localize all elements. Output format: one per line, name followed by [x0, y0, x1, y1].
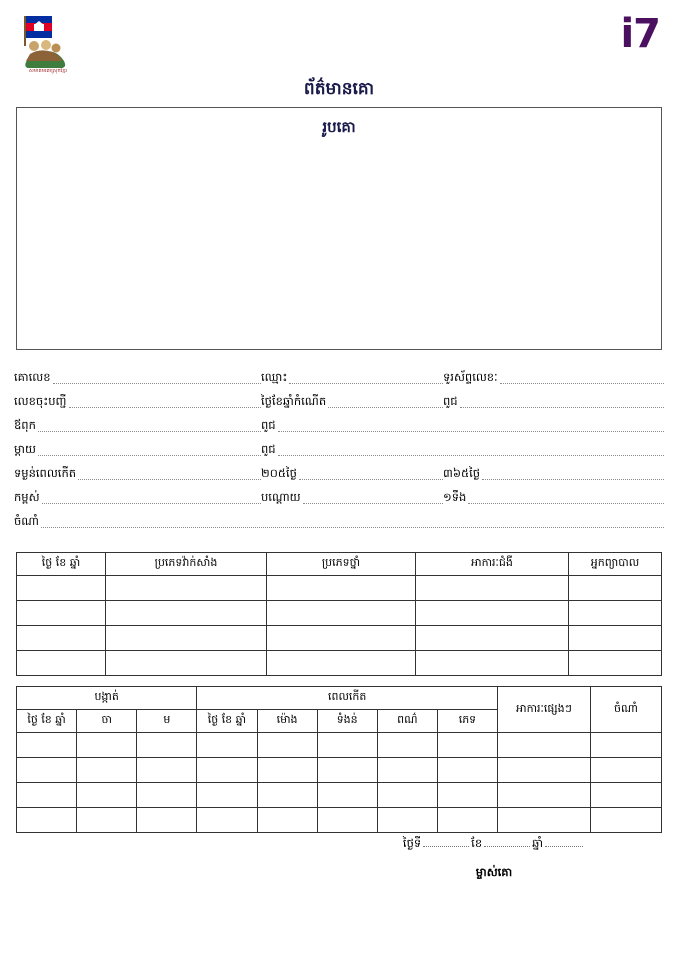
- th-remark: ចំណាំ: [591, 687, 662, 733]
- field-input-line[interactable]: [42, 492, 261, 504]
- cell[interactable]: [416, 651, 569, 676]
- date-month-input[interactable]: [484, 836, 530, 847]
- field-row: [14, 456, 664, 480]
- th-vaccine-type: ប្រភេទវ៉ាក់សាំង: [106, 553, 267, 576]
- table-row[interactable]: [17, 601, 662, 626]
- cell[interactable]: [317, 758, 377, 783]
- cell[interactable]: [197, 733, 257, 758]
- cell[interactable]: [377, 758, 437, 783]
- field-row: [14, 360, 664, 384]
- cell[interactable]: [267, 651, 416, 676]
- field-father[interactable]: ឪពុក: [14, 418, 261, 432]
- date-month-label: ខែ: [471, 836, 483, 850]
- field-input-line[interactable]: [299, 468, 443, 480]
- field-input-line[interactable]: [468, 492, 664, 504]
- field-input-line[interactable]: [38, 444, 261, 456]
- table-row[interactable]: [17, 626, 662, 651]
- field-weight-365-days[interactable]: ៣៦៥ថ្ងៃ: [443, 466, 664, 480]
- cell[interactable]: [498, 808, 591, 833]
- field-input-line[interactable]: [303, 492, 443, 504]
- table-row[interactable]: [17, 783, 662, 808]
- cell[interactable]: [591, 783, 662, 808]
- field-input-line[interactable]: [41, 516, 664, 528]
- field-input-line[interactable]: [69, 396, 261, 408]
- svg-text:សមាគមគោស្រុកខ្មែរ: សមាគមគោស្រុកខ្មែរ: [29, 68, 67, 74]
- field-mother-breed[interactable]: ពូជ: [261, 442, 664, 456]
- cell[interactable]: [137, 733, 197, 758]
- vaccination-table: [16, 552, 662, 676]
- cell[interactable]: [569, 601, 662, 626]
- cell[interactable]: [197, 808, 257, 833]
- table-row[interactable]: [17, 758, 662, 783]
- field-father-breed[interactable]: ពូជ: [261, 418, 664, 432]
- field-name[interactable]: ឈ្មោះ: [261, 370, 443, 384]
- cell[interactable]: [257, 808, 317, 833]
- th-breed-me: ម: [137, 710, 197, 733]
- field-cow-number[interactable]: គោលេខ: [14, 370, 261, 384]
- cell[interactable]: [17, 783, 77, 808]
- field-row: [14, 504, 664, 528]
- cell[interactable]: [416, 576, 569, 601]
- cell[interactable]: [569, 651, 662, 676]
- cell[interactable]: [416, 601, 569, 626]
- date-day-label: ថ្ងៃទី: [402, 836, 422, 850]
- owner-signature-label: ម្ចាស់គោ: [475, 865, 513, 879]
- page-title: ព័ត៌មានគោ: [303, 79, 375, 99]
- table-row[interactable]: [17, 576, 662, 601]
- table-row[interactable]: [17, 651, 662, 676]
- cell[interactable]: [77, 733, 137, 758]
- cell[interactable]: [437, 783, 497, 808]
- field-input-line[interactable]: [482, 468, 664, 480]
- cell[interactable]: [17, 601, 106, 626]
- corner-code: i7: [620, 11, 660, 57]
- th-medicine-type: ប្រភេទថ្នាំ: [267, 553, 416, 576]
- field-input-line[interactable]: [38, 420, 261, 432]
- date-day-input[interactable]: [423, 836, 469, 847]
- field-list: [14, 360, 664, 528]
- table-header-row: [17, 553, 662, 576]
- cell[interactable]: [17, 576, 106, 601]
- th-group-birth: ពេលកើត: [197, 687, 498, 710]
- date-year-label: ឆ្នាំ: [532, 836, 544, 850]
- cell[interactable]: [591, 808, 662, 833]
- cell[interactable]: [77, 783, 137, 808]
- photo-box-label: រូបគោ: [322, 118, 356, 136]
- signature-date-line[interactable]: [0, 836, 678, 853]
- field-row: [14, 408, 664, 432]
- cell[interactable]: [257, 783, 317, 808]
- field-input-line[interactable]: [328, 396, 443, 408]
- field-girth[interactable]: ១ទឹង: [443, 490, 664, 504]
- th-other-conditions: អាការៈផ្សេងៗ: [498, 687, 591, 733]
- field-input-line[interactable]: [278, 444, 664, 456]
- field-row: [14, 432, 664, 456]
- cell[interactable]: [197, 783, 257, 808]
- field-birth-weight[interactable]: ទម្ងន់ពេលកើត: [14, 466, 261, 480]
- field-height[interactable]: កម្ពស់: [14, 490, 261, 504]
- cell[interactable]: [437, 758, 497, 783]
- table-group-header-row: [17, 687, 662, 710]
- th-treated-by: អ្នកព្យាបាល: [569, 553, 662, 576]
- field-input-line[interactable]: [78, 468, 261, 480]
- footer: [0, 836, 678, 882]
- th-birth-sex: ភេទ: [437, 710, 497, 733]
- cell[interactable]: [257, 733, 317, 758]
- th-symptoms: អាការៈជំងឺ: [416, 553, 569, 576]
- th-birth-weight: ទំងន់: [317, 710, 377, 733]
- cell[interactable]: [377, 733, 437, 758]
- cell[interactable]: [106, 651, 267, 676]
- cell[interactable]: [317, 733, 377, 758]
- cell[interactable]: [377, 783, 437, 808]
- field-weight-205-days[interactable]: ២០៥ថ្ងៃ: [261, 466, 443, 480]
- cell[interactable]: [106, 626, 267, 651]
- th-birth-date: ថ្ងៃ ខែ ឆ្នាំ: [197, 710, 257, 733]
- field-breed[interactable]: ពូជ: [443, 394, 664, 408]
- cell[interactable]: [17, 758, 77, 783]
- field-registration-number[interactable]: លេខចុះបញ្ជី: [14, 394, 261, 408]
- cell[interactable]: [591, 758, 662, 783]
- date-year-input[interactable]: [545, 836, 583, 847]
- field-mother[interactable]: ម្តាយ: [14, 442, 261, 456]
- cell[interactable]: [17, 808, 77, 833]
- th-breed-date: ថ្ងៃ ខែ ឆ្នាំ: [17, 710, 77, 733]
- field-input-line[interactable]: [289, 372, 443, 384]
- th-breed-cha: ចា: [77, 710, 137, 733]
- field-input-line[interactable]: [500, 372, 664, 384]
- field-input-line[interactable]: [53, 372, 262, 384]
- th-birth-color: ពណ៌: [377, 710, 437, 733]
- cell[interactable]: [569, 576, 662, 601]
- cell[interactable]: [416, 626, 569, 651]
- cell[interactable]: [77, 808, 137, 833]
- cell[interactable]: [437, 808, 497, 833]
- photo-box[interactable]: [16, 107, 662, 350]
- cell[interactable]: [267, 601, 416, 626]
- cell[interactable]: [498, 758, 591, 783]
- cell[interactable]: [17, 651, 106, 676]
- field-row: [14, 384, 664, 408]
- breeding-table: [16, 686, 662, 833]
- th-date: ថ្ងៃ ខែ ឆ្នាំ: [17, 553, 106, 576]
- field-length[interactable]: បណ្ដោយ: [261, 490, 443, 504]
- cell[interactable]: [591, 733, 662, 758]
- cambodia-emblem-logo: [10, 14, 86, 76]
- cell[interactable]: [77, 758, 137, 783]
- cell[interactable]: [106, 601, 267, 626]
- cell[interactable]: [137, 783, 197, 808]
- th-birth-hour: ម៉ោង: [257, 710, 317, 733]
- cell[interactable]: [267, 576, 416, 601]
- cell[interactable]: [137, 758, 197, 783]
- field-input-line[interactable]: [460, 396, 664, 408]
- cell[interactable]: [267, 626, 416, 651]
- cell[interactable]: [317, 808, 377, 833]
- th-group-breeding: បង្កាត់: [17, 687, 197, 710]
- field-birth-date[interactable]: ថ្ងៃខែឆ្នាំកំណើត: [261, 394, 443, 408]
- cell[interactable]: [437, 733, 497, 758]
- cell[interactable]: [569, 626, 662, 651]
- cell[interactable]: [317, 783, 377, 808]
- table-row[interactable]: [17, 808, 662, 833]
- field-input-line[interactable]: [278, 420, 664, 432]
- cell[interactable]: [257, 758, 317, 783]
- table-row[interactable]: [17, 733, 662, 758]
- field-remark[interactable]: ចំណាំ: [14, 514, 664, 528]
- cell[interactable]: [106, 576, 267, 601]
- cell[interactable]: [498, 733, 591, 758]
- cell[interactable]: [137, 808, 197, 833]
- field-row: [14, 480, 664, 504]
- cell[interactable]: [17, 733, 77, 758]
- field-phone[interactable]: ទូរស័ព្ទលេខៈ: [443, 370, 664, 384]
- cell[interactable]: [377, 808, 437, 833]
- cell[interactable]: [17, 626, 106, 651]
- cell[interactable]: [197, 758, 257, 783]
- cell[interactable]: [498, 783, 591, 808]
